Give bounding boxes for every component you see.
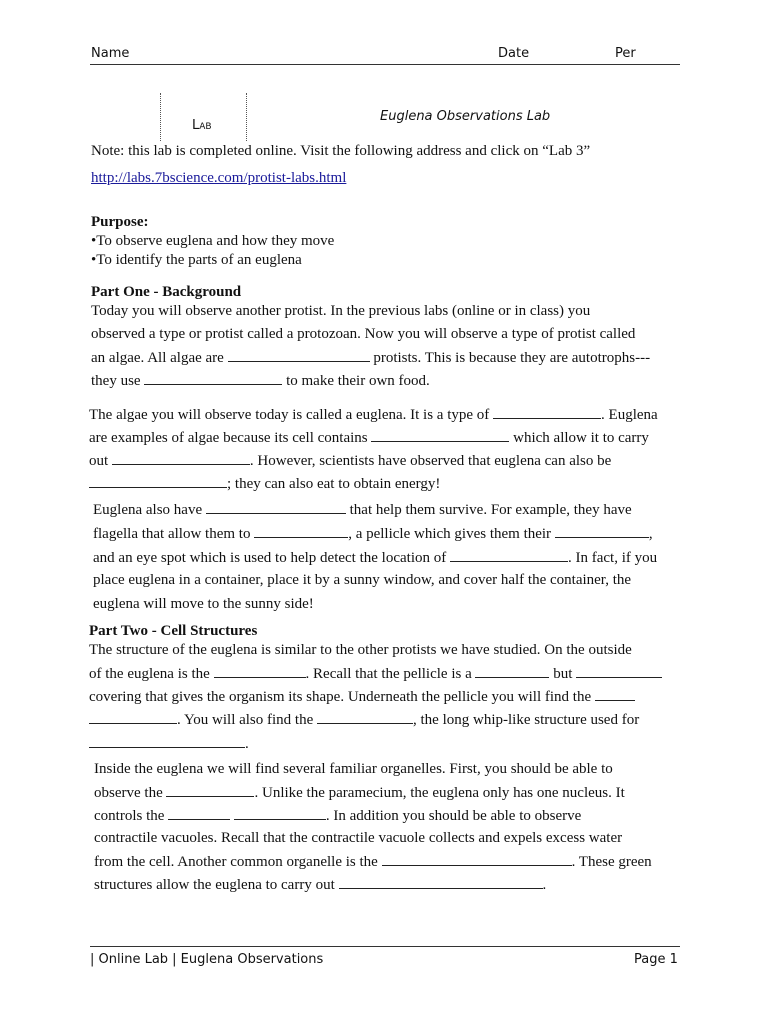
text-fragment: . In fact, if you bbox=[567, 550, 658, 566]
answer-blank[interactable] bbox=[254, 525, 348, 538]
text-line: euglena will move to the sunny side! bbox=[93, 596, 314, 612]
text-line: Inside the euglena we will find several familiar organelles. First, you should be able to bbox=[94, 761, 613, 777]
part-two-heading: Part Two - Cell Structures bbox=[89, 623, 258, 639]
page-number: Page 1 bbox=[634, 952, 678, 967]
text-fragment: The algae you will observe today is called a euglena. It is a type of bbox=[89, 407, 490, 423]
answer-blank[interactable] bbox=[475, 665, 549, 678]
answer-blank[interactable] bbox=[382, 853, 572, 866]
text-line: contractile vacuoles. Recall that the contractile vacuole collects and expels excess water bbox=[94, 830, 623, 846]
text-fragment: but bbox=[553, 666, 573, 682]
purpose-heading: Purpose: bbox=[91, 214, 149, 230]
text-fragment: , the long whip-like structure used for bbox=[413, 712, 640, 728]
purpose-item: •To observe euglena and how they move bbox=[91, 233, 335, 249]
dotted-divider bbox=[246, 93, 247, 141]
purpose-item: •To identify the parts of an euglena bbox=[91, 252, 302, 268]
answer-blank[interactable] bbox=[214, 665, 306, 678]
text-fragment: ; they can also eat to obtain energy! bbox=[227, 476, 441, 492]
answer-blank[interactable] bbox=[493, 406, 601, 419]
text-fragment: controls the bbox=[94, 808, 165, 824]
footer-rule bbox=[90, 946, 680, 947]
text-fragment: , a pellicle which gives them their bbox=[348, 526, 552, 542]
answer-blank[interactable] bbox=[595, 688, 635, 701]
answer-blank[interactable] bbox=[144, 372, 282, 385]
text-fragment: , bbox=[648, 526, 653, 542]
text-fragment: are examples of algae because its cell contains bbox=[89, 430, 368, 446]
text-fragment: . bbox=[542, 877, 547, 893]
text-fragment: an algae. All algae are bbox=[91, 350, 224, 366]
text-fragment: from the cell. Another common organelle is the bbox=[94, 854, 378, 870]
answer-blank[interactable] bbox=[206, 501, 346, 514]
text-fragment: observe the bbox=[94, 785, 163, 801]
lab-label: Lab bbox=[192, 118, 212, 133]
text-fragment: of the euglena is the bbox=[89, 666, 210, 682]
answer-blank[interactable] bbox=[576, 665, 662, 678]
text-fragment: structures allow the euglena to carry out bbox=[94, 877, 335, 893]
text-line: place euglena in a container, place it by a sunny window, and cover half the container, the bbox=[93, 572, 632, 588]
date-label: Date bbox=[498, 46, 530, 61]
answer-blank[interactable] bbox=[450, 549, 568, 562]
answer-blank[interactable] bbox=[555, 525, 649, 538]
text-line: Today you will observe another protist. In the previous labs (online or in class) you bbox=[91, 303, 591, 319]
text-fragment: and an eye spot which is used to help detect the location of bbox=[93, 550, 447, 566]
answer-blank[interactable] bbox=[166, 784, 254, 797]
text-line: The structure of the euglena is similar to the other protists we have studied. On the outside bbox=[89, 642, 632, 658]
header-rule bbox=[90, 64, 680, 65]
lab-title: Euglena Observations Lab bbox=[380, 109, 551, 124]
text-fragment: covering that gives the organism its shape. Underneath the pellicle you will find the bbox=[89, 689, 592, 705]
answer-blank[interactable] bbox=[112, 452, 250, 465]
text-fragment: . Recall that the pellicle is a bbox=[305, 666, 472, 682]
text-fragment: protists. This is because they are autotrophs--- bbox=[373, 350, 651, 366]
answer-blank[interactable] bbox=[228, 349, 370, 362]
text-fragment: Euglena also have bbox=[93, 502, 203, 518]
text-fragment: . Euglena bbox=[601, 407, 658, 423]
answer-blank[interactable] bbox=[168, 807, 230, 820]
text-fragment: . However, scientists have observed that euglena can also be bbox=[249, 453, 612, 469]
text-fragment: . These green bbox=[571, 854, 652, 870]
lab-url-link[interactable]: http://labs.7bscience.com/protist-labs.html bbox=[91, 170, 347, 186]
text-fragment: . bbox=[245, 736, 249, 752]
text-fragment: they use bbox=[91, 373, 141, 389]
text-fragment: to make their own food. bbox=[286, 373, 430, 389]
answer-blank[interactable] bbox=[89, 711, 177, 724]
dotted-divider bbox=[160, 93, 161, 141]
text-fragment: . In addition you should be able to observe bbox=[325, 808, 582, 824]
answer-blank[interactable] bbox=[371, 429, 509, 442]
text-fragment: . You will also find the bbox=[177, 712, 314, 728]
name-label: Name bbox=[91, 46, 130, 61]
answer-blank[interactable] bbox=[89, 475, 227, 488]
text-fragment: . Unlike the paramecium, the euglena only has one nucleus. It bbox=[254, 785, 625, 801]
text-line: observed a type or protist called a protozoan. Now you will observe a type of protist called bbox=[91, 326, 636, 342]
footer-left: | Online Lab | Euglena Observations bbox=[90, 952, 324, 967]
text-fragment: out bbox=[89, 453, 109, 469]
text-fragment: which allow it to carry bbox=[513, 430, 649, 446]
answer-blank[interactable] bbox=[89, 735, 245, 748]
per-label: Per bbox=[615, 46, 636, 61]
text-fragment: flagella that allow them to bbox=[93, 526, 251, 542]
answer-blank[interactable] bbox=[317, 711, 413, 724]
answer-blank[interactable] bbox=[339, 876, 543, 889]
answer-blank[interactable] bbox=[234, 807, 326, 820]
text-fragment: that help them survive. For example, they have bbox=[349, 502, 632, 518]
intro-note: Note: this lab is completed online. Visit the following address and click on “Lab 3” bbox=[91, 143, 591, 159]
part-one-heading: Part One - Background bbox=[91, 284, 242, 300]
